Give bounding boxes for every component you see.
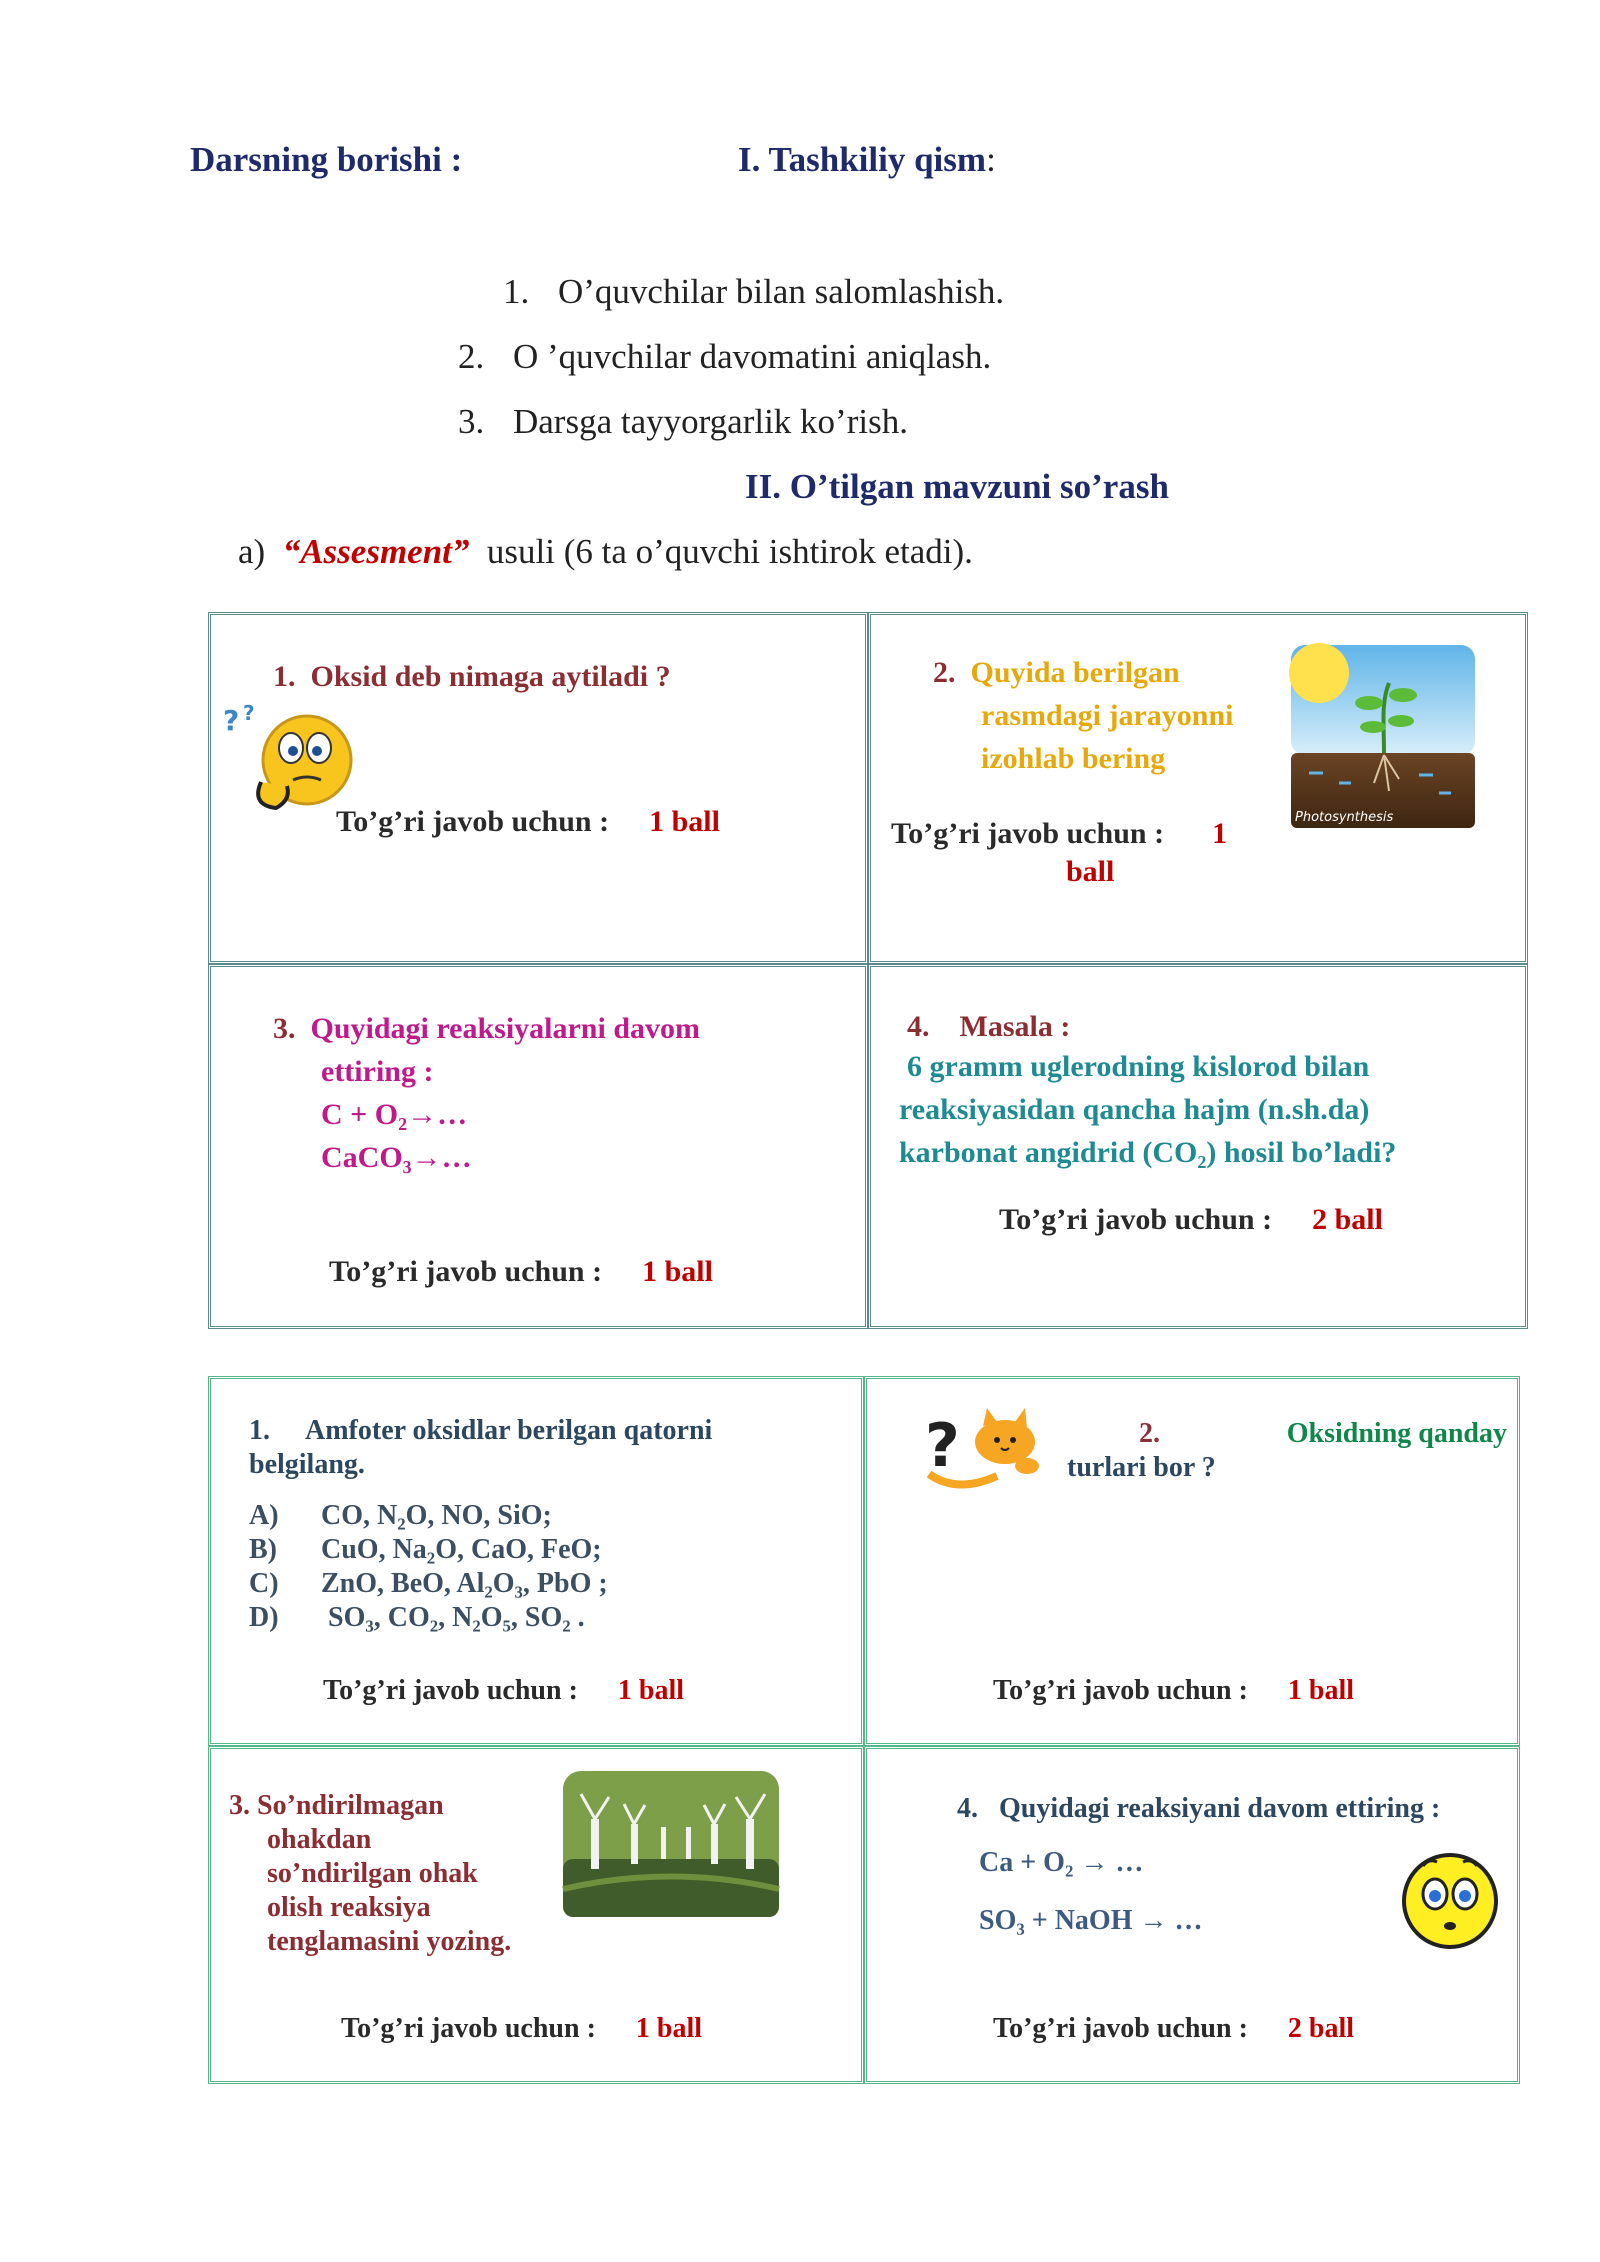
option-c: C) ZnO, BeO, Al₂O₃, PbO ; <box>249 1568 608 1599</box>
continue-reaction-question: 4. Quyidagi reaksiyani davom ettiring : <box>957 1793 1441 1824</box>
reaction-2: SO₃ + NaOH → … <box>979 1905 1203 1936</box>
organizational-part-heading <box>738 140 996 180</box>
score-line-5: To’g’ri javob uchun : 1 ball <box>323 1675 685 1706</box>
score-line-7: To’g’ri javob uchun : 1 ball <box>341 2013 703 2044</box>
surprised-face-icon <box>1395 1844 1505 1954</box>
amphoteric-question: 1. Amfoter oksidlar berilgan qatorni belgilang. <box>249 1415 713 1480</box>
score-line-1: To’g’ri javob uchun : 1 ball <box>336 805 720 838</box>
step-number: 1. <box>503 272 530 311</box>
slaked-lime-question: 3. So’ndirilmagan ohakdan so’ndirilgan ohak olish reaksiya tenglamasini yozing. <box>229 1790 512 1957</box>
question-cat-icon <box>917 1404 1047 1494</box>
method-line <box>238 532 973 572</box>
question-3: 3. Quyidagi reaksiyalarni davom ettiring : C + O₂→… CaCO₃→… <box>273 1012 701 1174</box>
step-item-1 <box>503 272 1004 312</box>
score-line-8: To’g’ri javob uchun : 2 ball <box>993 2013 1355 2044</box>
table1-cell-4 <box>868 964 1528 1329</box>
photosynthesis-caption: Photosynthesis <box>1295 810 1394 825</box>
step-text: O ’quvchilar davomatini aniqlash. <box>513 337 992 376</box>
score-line-3: To’g’ri javob uchun : 1 ball <box>329 1255 713 1288</box>
organizational-part-title: I. Tashkiliy qism <box>738 140 987 179</box>
table1-cell-1 <box>208 612 868 964</box>
table2-cell-3 <box>208 1746 864 2084</box>
step-item-3 <box>458 402 908 442</box>
method-prefix: a) <box>238 532 266 571</box>
score-line-2: To’g’ri javob uchun : 1 ball <box>891 817 1228 888</box>
option-d: D) SO₃, CO₂, N₂O₅, SO₂ . <box>249 1602 585 1633</box>
score-line-4: To’g’ri javob uchun : 2 ball <box>999 1203 1383 1236</box>
table2-cell-1 <box>208 1376 864 1746</box>
reaction-1: Ca + O₂ → … <box>979 1847 1144 1878</box>
method-name: “Assesment” <box>282 532 470 571</box>
white-trees-image <box>561 1769 781 1919</box>
thinking-face-icon <box>221 700 361 820</box>
step-item-2 <box>458 337 991 377</box>
table1-cell-2 <box>868 612 1528 964</box>
problem-title: 4. Masala : <box>907 1010 1071 1043</box>
table2-cell-2 <box>864 1376 1520 1746</box>
svg-text:?: ? <box>243 701 255 725</box>
method-description: usuli (6 ta o’quvchi ishtirok etadi). <box>486 532 973 571</box>
step-text: Darsga tayyorgarlik ko’rish. <box>513 402 908 441</box>
lesson-progress-heading: Darsning borishi : <box>190 140 463 179</box>
photosynthesis-image <box>1289 643 1479 843</box>
table2-cell-4 <box>864 1746 1520 2084</box>
step-text: O’quvchilar bilan salomlashish. <box>558 272 1005 311</box>
step-number: 3. <box>458 402 485 441</box>
question-1: 1. Oksid deb nimaga aytiladi ? <box>273 660 671 693</box>
heading-colon: : <box>986 140 996 179</box>
svg-text:?: ? <box>925 1411 960 1481</box>
section-2-heading: II. O’tilgan mavzuni so’rash <box>745 467 1169 506</box>
answer-options <box>249 1499 608 1635</box>
svg-text:?: ? <box>223 704 240 737</box>
problem-text: 6 gramm uglerodning kislorod bilan reaksiyasidan qancha hajm (n.sh.da) karbonat angidrid (CO₂) hosil bo’ladi? <box>899 1050 1397 1169</box>
question-2: 2. Quyida berilgan rasmdagi jarayonni izohlab bering <box>933 656 1234 775</box>
oxide-types-question: 2. Oksidning qanday turlari bor ? <box>1067 1418 1507 1483</box>
step-number: 2. <box>458 337 485 376</box>
table1-cell-3 <box>208 964 868 1329</box>
option-a: A) CO, N₂O, NO, SiO; <box>249 1500 552 1531</box>
option-b: B) CuO, Na₂O, CaO, FeO; <box>249 1534 602 1565</box>
score-line-6: To’g’ri javob uchun : 1 ball <box>993 1675 1355 1706</box>
